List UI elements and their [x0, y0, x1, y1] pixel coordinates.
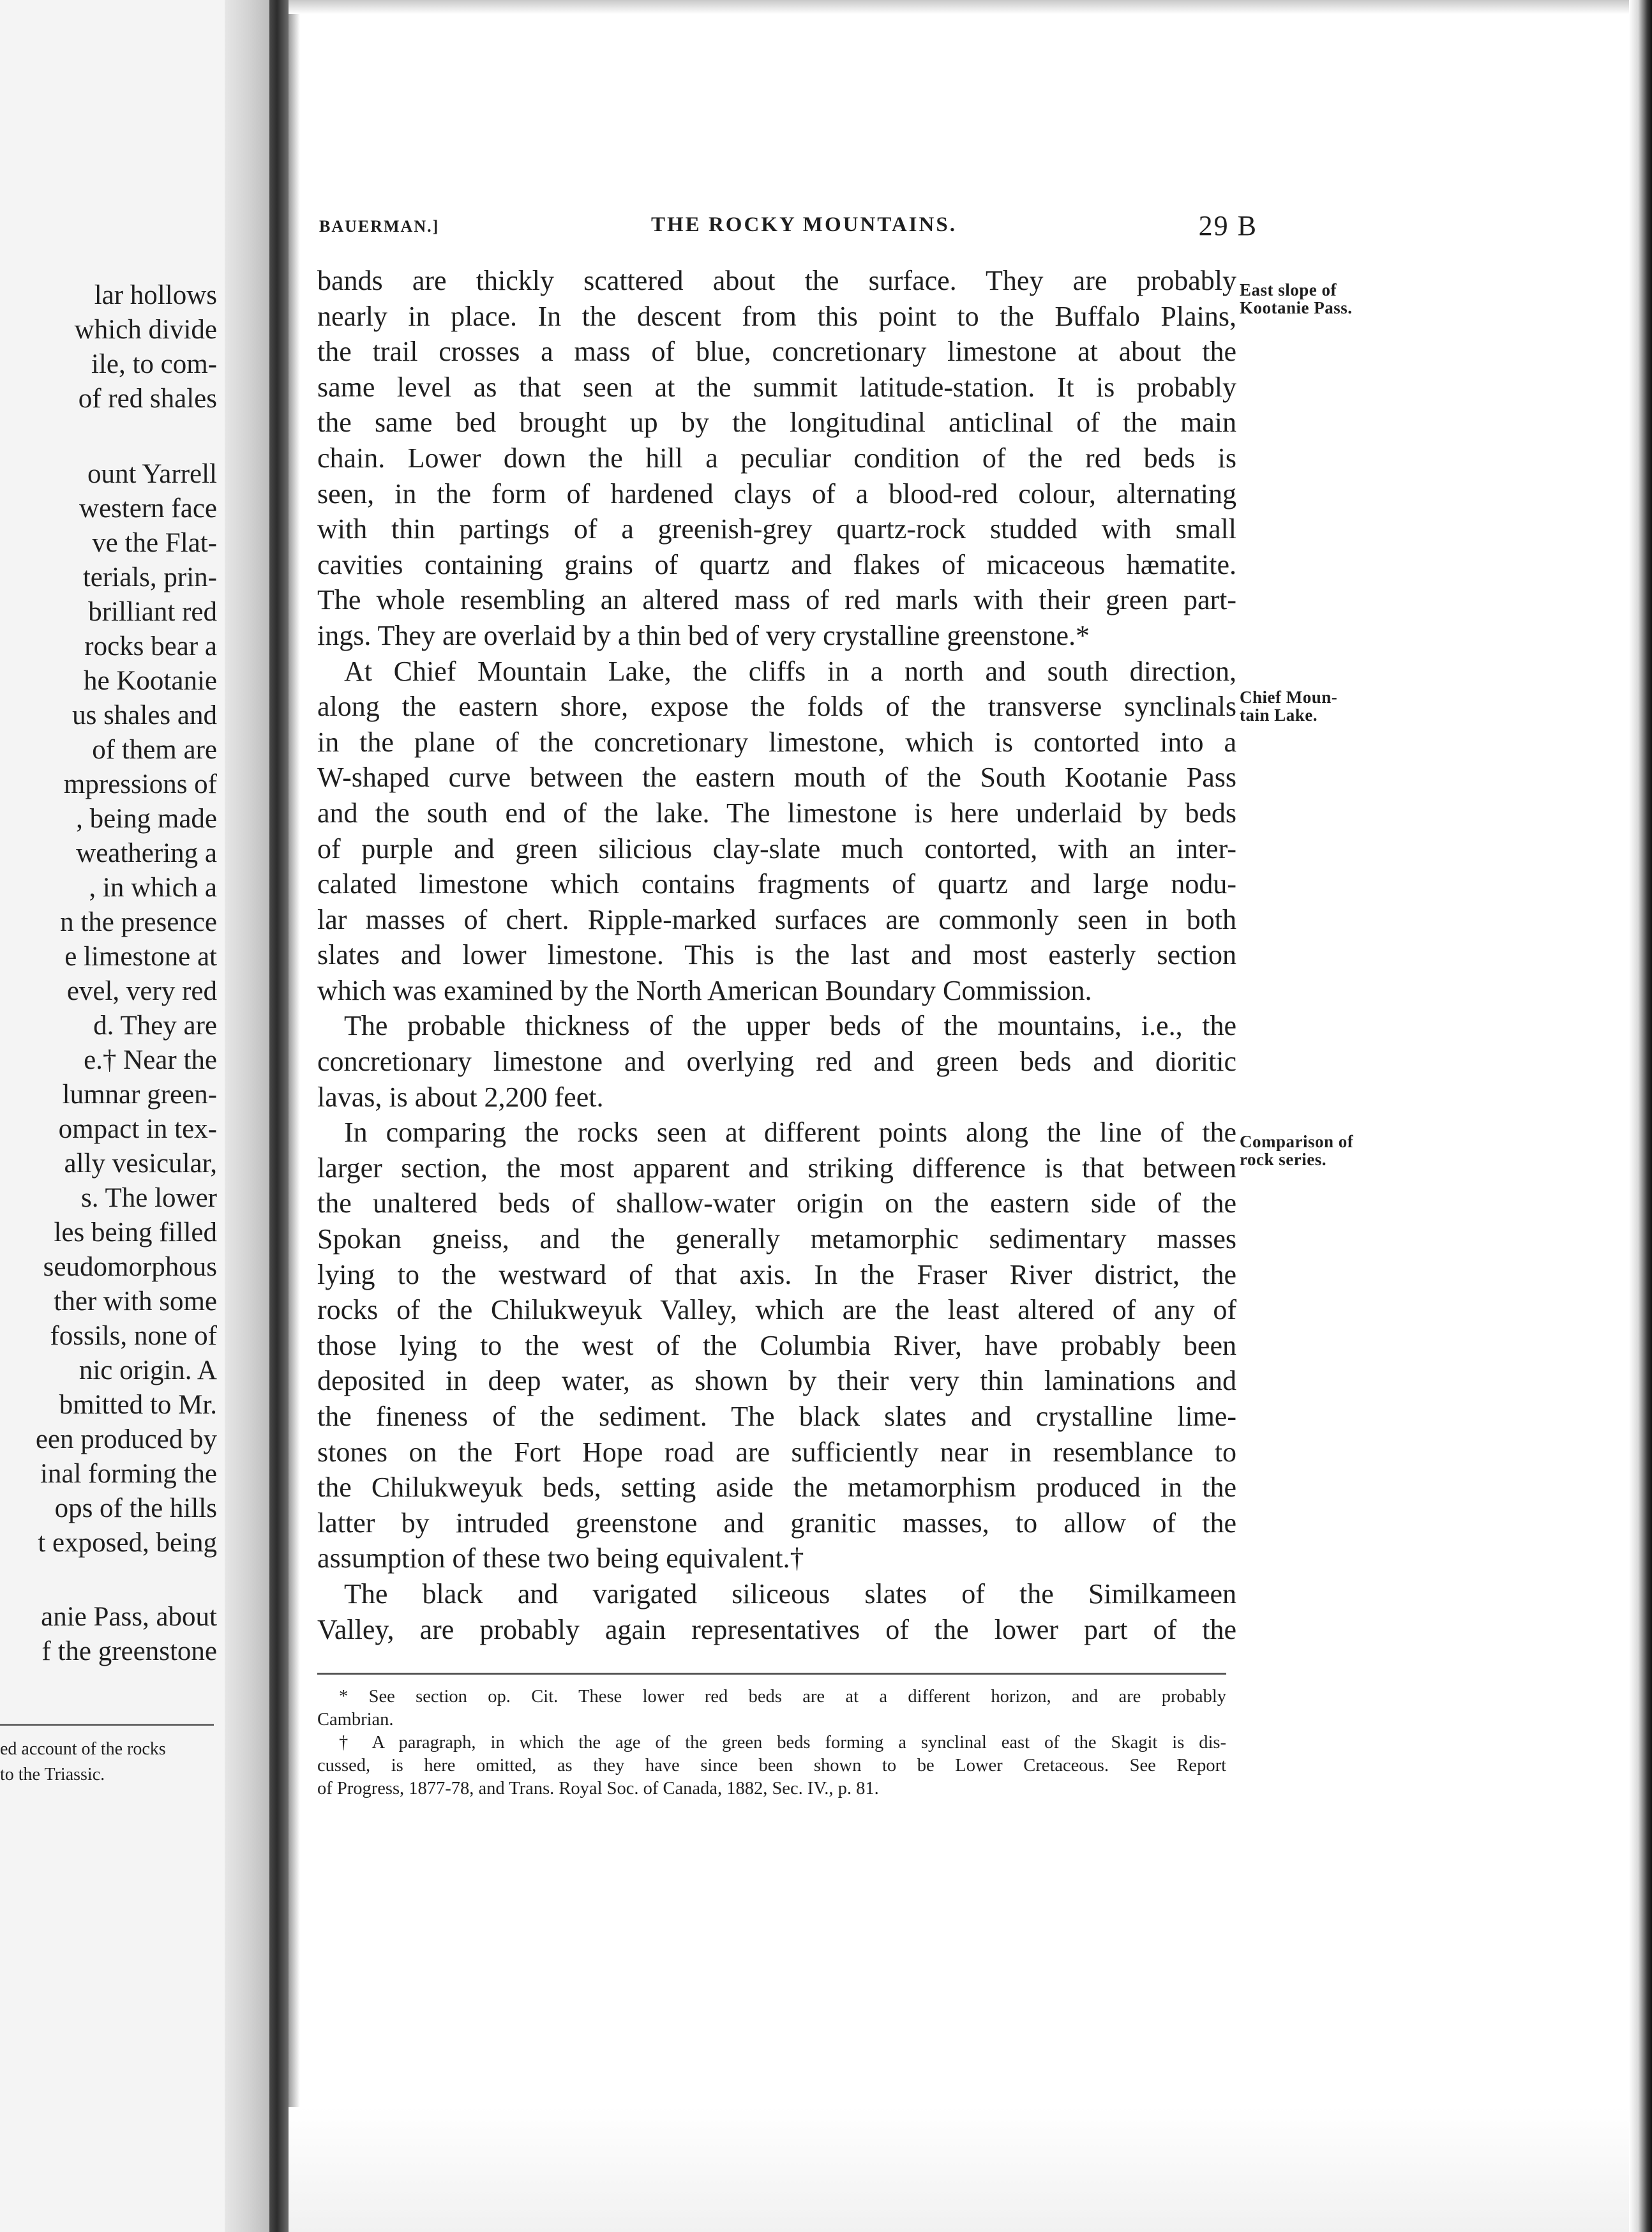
- body-line: In comparing the rocks seen at different points along the line of the: [344, 1117, 1236, 1149]
- body-line: deposited in deep water, as shown by their very thin laminations and: [317, 1365, 1236, 1397]
- left-page-line: nic origin. A: [79, 1355, 217, 1385]
- body-line: cavities containing grains of quartz and flakes of micaceous hæmatite.: [317, 548, 1236, 580]
- left-page-line: seudomorphous: [43, 1252, 217, 1282]
- left-page-line: e.† Near the: [84, 1045, 217, 1075]
- left-page-line: s. The lower: [81, 1183, 217, 1213]
- left-page-line: western face: [79, 494, 217, 524]
- book-binding-gutter: [269, 0, 289, 2232]
- left-page-line: ops of the hills: [54, 1493, 217, 1523]
- footnote-line: * See section op. Cit. These lower red beds are at a different horizon, and are probably: [339, 1687, 1226, 1707]
- body-line: The probable thickness of the upper beds of the mountains, i.e., the: [344, 1010, 1236, 1042]
- left-page-line: anie Pass, about: [41, 1602, 217, 1632]
- body-line: which was examined by the North American Boundary Commission.: [317, 974, 1092, 1006]
- body-line: the trail crosses a mass of blue, concretionary limestone at about the: [317, 336, 1236, 368]
- body-line: lar masses of chert. Ripple-marked surfaces are commonly seen in both: [317, 903, 1236, 935]
- left-page-line: ile, to com-: [91, 349, 217, 379]
- left-page-line: ally vesicular,: [64, 1149, 217, 1179]
- body-line: and the south end of the lake. The limestone is here underlaid by beds: [317, 797, 1236, 829]
- gutter-shadow: [289, 0, 300, 2232]
- sidenote-comparison: [1240, 1133, 1393, 1168]
- sidenote-line: tain Lake.: [1240, 705, 1318, 725]
- left-page-line: terials, prin-: [82, 562, 217, 592]
- left-footnote-line: ed account of the rocks: [0, 1739, 166, 1759]
- left-page-line: inal forming the: [40, 1459, 217, 1489]
- body-line: those lying to the west of the Columbia River, have probably been: [317, 1329, 1236, 1361]
- left-page-line: lumnar green-: [62, 1080, 217, 1110]
- body-line: bands are thickly scattered about the surface. They are probably: [317, 265, 1236, 296]
- sidenote-chief-mountain-lake: [1240, 688, 1393, 724]
- left-page-line: ount Yarrell: [87, 459, 217, 489]
- body-line: latter by intruded greenstone and granitic masses, to allow of the: [317, 1507, 1236, 1539]
- left-page-edge: [225, 0, 269, 2232]
- body-line: Spokan gneiss, and the generally metamorphic sedimentary masses: [317, 1223, 1236, 1255]
- right-page-edge: [1629, 0, 1652, 2232]
- body-line: chain. Lower down the hill a peculiar condition of the red beds is: [317, 442, 1236, 474]
- left-page-line: of red shales: [78, 384, 217, 414]
- left-page-line: us shales and: [72, 700, 217, 730]
- body-line: the same bed brought up by the longitudinal anticlinal of the main: [317, 407, 1236, 439]
- left-page-line: which divide: [74, 315, 217, 345]
- body-line: the unaltered beds of shallow-water origin on the eastern side of the: [317, 1188, 1236, 1219]
- left-page-line: n the presence: [60, 907, 217, 937]
- footnote-line: Cambrian.: [317, 1710, 394, 1730]
- left-page-line: e limestone at: [64, 942, 217, 972]
- left-page-line: brilliant red: [88, 597, 217, 627]
- body-line: slates and lower limestone. This is the last and most easterly section: [317, 939, 1236, 971]
- page-top-edge: [289, 0, 1629, 14]
- body-line: assumption of these two being equivalent.†: [317, 1542, 804, 1574]
- body-line: concretionary limestone and overlying red and green beds and dioritic: [317, 1046, 1236, 1078]
- sidenote-line: Kootanie Pass.: [1240, 298, 1353, 317]
- sidenote-line: East slope of: [1240, 280, 1337, 299]
- body-line: The whole resembling an altered mass of red marls with their green part-: [317, 584, 1236, 616]
- left-page-line: lar hollows: [94, 280, 217, 310]
- body-line: ings. They are overlaid by a thin bed of very crystalline greenstone.*: [317, 619, 1090, 651]
- left-page-line: rocks bear a: [84, 631, 217, 661]
- body-text: [317, 263, 1236, 1647]
- body-line: in the plane of the concretionary limestone, which is contorted into a: [317, 726, 1236, 758]
- body-line: with thin partings of a greenish-grey quartz-rock studded with small: [317, 513, 1236, 545]
- running-head-title: THE ROCKY MOUNTAINS.: [651, 213, 957, 236]
- left-page-line: ther with some: [54, 1286, 217, 1316]
- left-page-line: evel, very red: [66, 976, 217, 1006]
- footnote-rule: [317, 1673, 1226, 1675]
- body-line: seen, in the form of hardened clays of a blood-red colour, alternating: [317, 478, 1236, 509]
- body-line: lavas, is about 2,200 feet.: [317, 1081, 604, 1113]
- left-page-line: bmitted to Mr.: [59, 1390, 217, 1420]
- left-page-line: een produced by: [35, 1424, 217, 1454]
- left-footnote-line: to the Triassic.: [0, 1765, 105, 1784]
- footnote-line: † A paragraph, in which the age of the green beds forming a synclinal east of the Skagit is dis-: [339, 1733, 1226, 1753]
- body-line: stones on the Fort Hope road are sufficiently near in resemblance to: [317, 1436, 1236, 1468]
- left-page-line: ve the Flat-: [92, 528, 217, 558]
- left-page-line: ompact in tex-: [58, 1114, 217, 1144]
- left-page-line: les being filled: [54, 1218, 217, 1248]
- left-facing-page: [0, 0, 268, 2232]
- sidenote-line: rock series.: [1240, 1150, 1326, 1169]
- body-line: At Chief Mountain Lake, the cliffs in a north and south direction,: [344, 655, 1236, 687]
- left-page-line: weathering a: [76, 838, 217, 868]
- body-line: nearly in place. In the descent from this point to the Buffalo Plains,: [317, 300, 1236, 332]
- body-line: Valley, are probably again representatives of the lower part of the: [317, 1613, 1236, 1645]
- left-page-line: f the greenstone: [41, 1636, 217, 1666]
- left-page-line: of them are: [92, 735, 217, 765]
- sidenote-line: Comparison of: [1240, 1132, 1354, 1151]
- left-page-line: mpressions of: [63, 769, 217, 799]
- body-line: calated limestone which contains fragments of quartz and large nodu-: [317, 868, 1236, 900]
- body-line: same level as that seen at the summit latitude-station. It is probably: [317, 371, 1236, 403]
- running-head-author: BAUERMAN.]: [319, 217, 440, 236]
- body-line: larger section, the most apparent and striking difference is that between: [317, 1152, 1236, 1184]
- left-page-line: , being made: [76, 804, 217, 834]
- footnotes: [317, 1685, 1226, 1800]
- footnote-line: of Progress, 1877-78, and Trans. Royal Soc. of Canada, 1882, Sec. IV., p. 81.: [317, 1779, 879, 1798]
- sidenote-line: Chief Moun-: [1240, 688, 1338, 707]
- left-page-line: d. They are: [93, 1011, 217, 1041]
- footnote-line: cussed, is here omitted, as they have since been shown to be Lower Cretaceous. See Report: [317, 1756, 1226, 1776]
- body-line: of purple and green silicious clay-slate much contorted, with an inter-: [317, 833, 1236, 864]
- left-footnote-rule: [0, 1724, 214, 1726]
- body-line: W-shaped curve between the eastern mouth of the South Kootanie Pass: [317, 762, 1236, 794]
- body-line: the Chilukweyuk beds, setting aside the metamorphism produced in the: [317, 1472, 1236, 1504]
- running-head: [319, 211, 1258, 249]
- left-page-line: fossils, none of: [50, 1321, 217, 1351]
- page-number: 29 B: [1198, 210, 1258, 241]
- sidenote-east-slope: [1240, 281, 1393, 317]
- body-line: lying to the westward of that axis. In the Fraser River district, the: [317, 1258, 1236, 1290]
- left-page-line: t exposed, being: [38, 1528, 217, 1558]
- left-footnotes: [0, 1737, 223, 1788]
- body-line: along the eastern shore, expose the folds of the transverse synclinals: [317, 691, 1236, 723]
- page-bottom-margin: [289, 2107, 1629, 2232]
- body-line: rocks of the Chilukweyuk Valley, which are the least altered of any of: [317, 1294, 1236, 1326]
- body-line: The black and varigated siliceous slates of the Similkameen: [344, 1578, 1236, 1610]
- left-page-line: he Kootanie: [84, 666, 217, 696]
- body-line: the fineness of the sediment. The black slates and crystalline lime-: [317, 1401, 1236, 1432]
- left-page-line: , in which a: [89, 873, 217, 903]
